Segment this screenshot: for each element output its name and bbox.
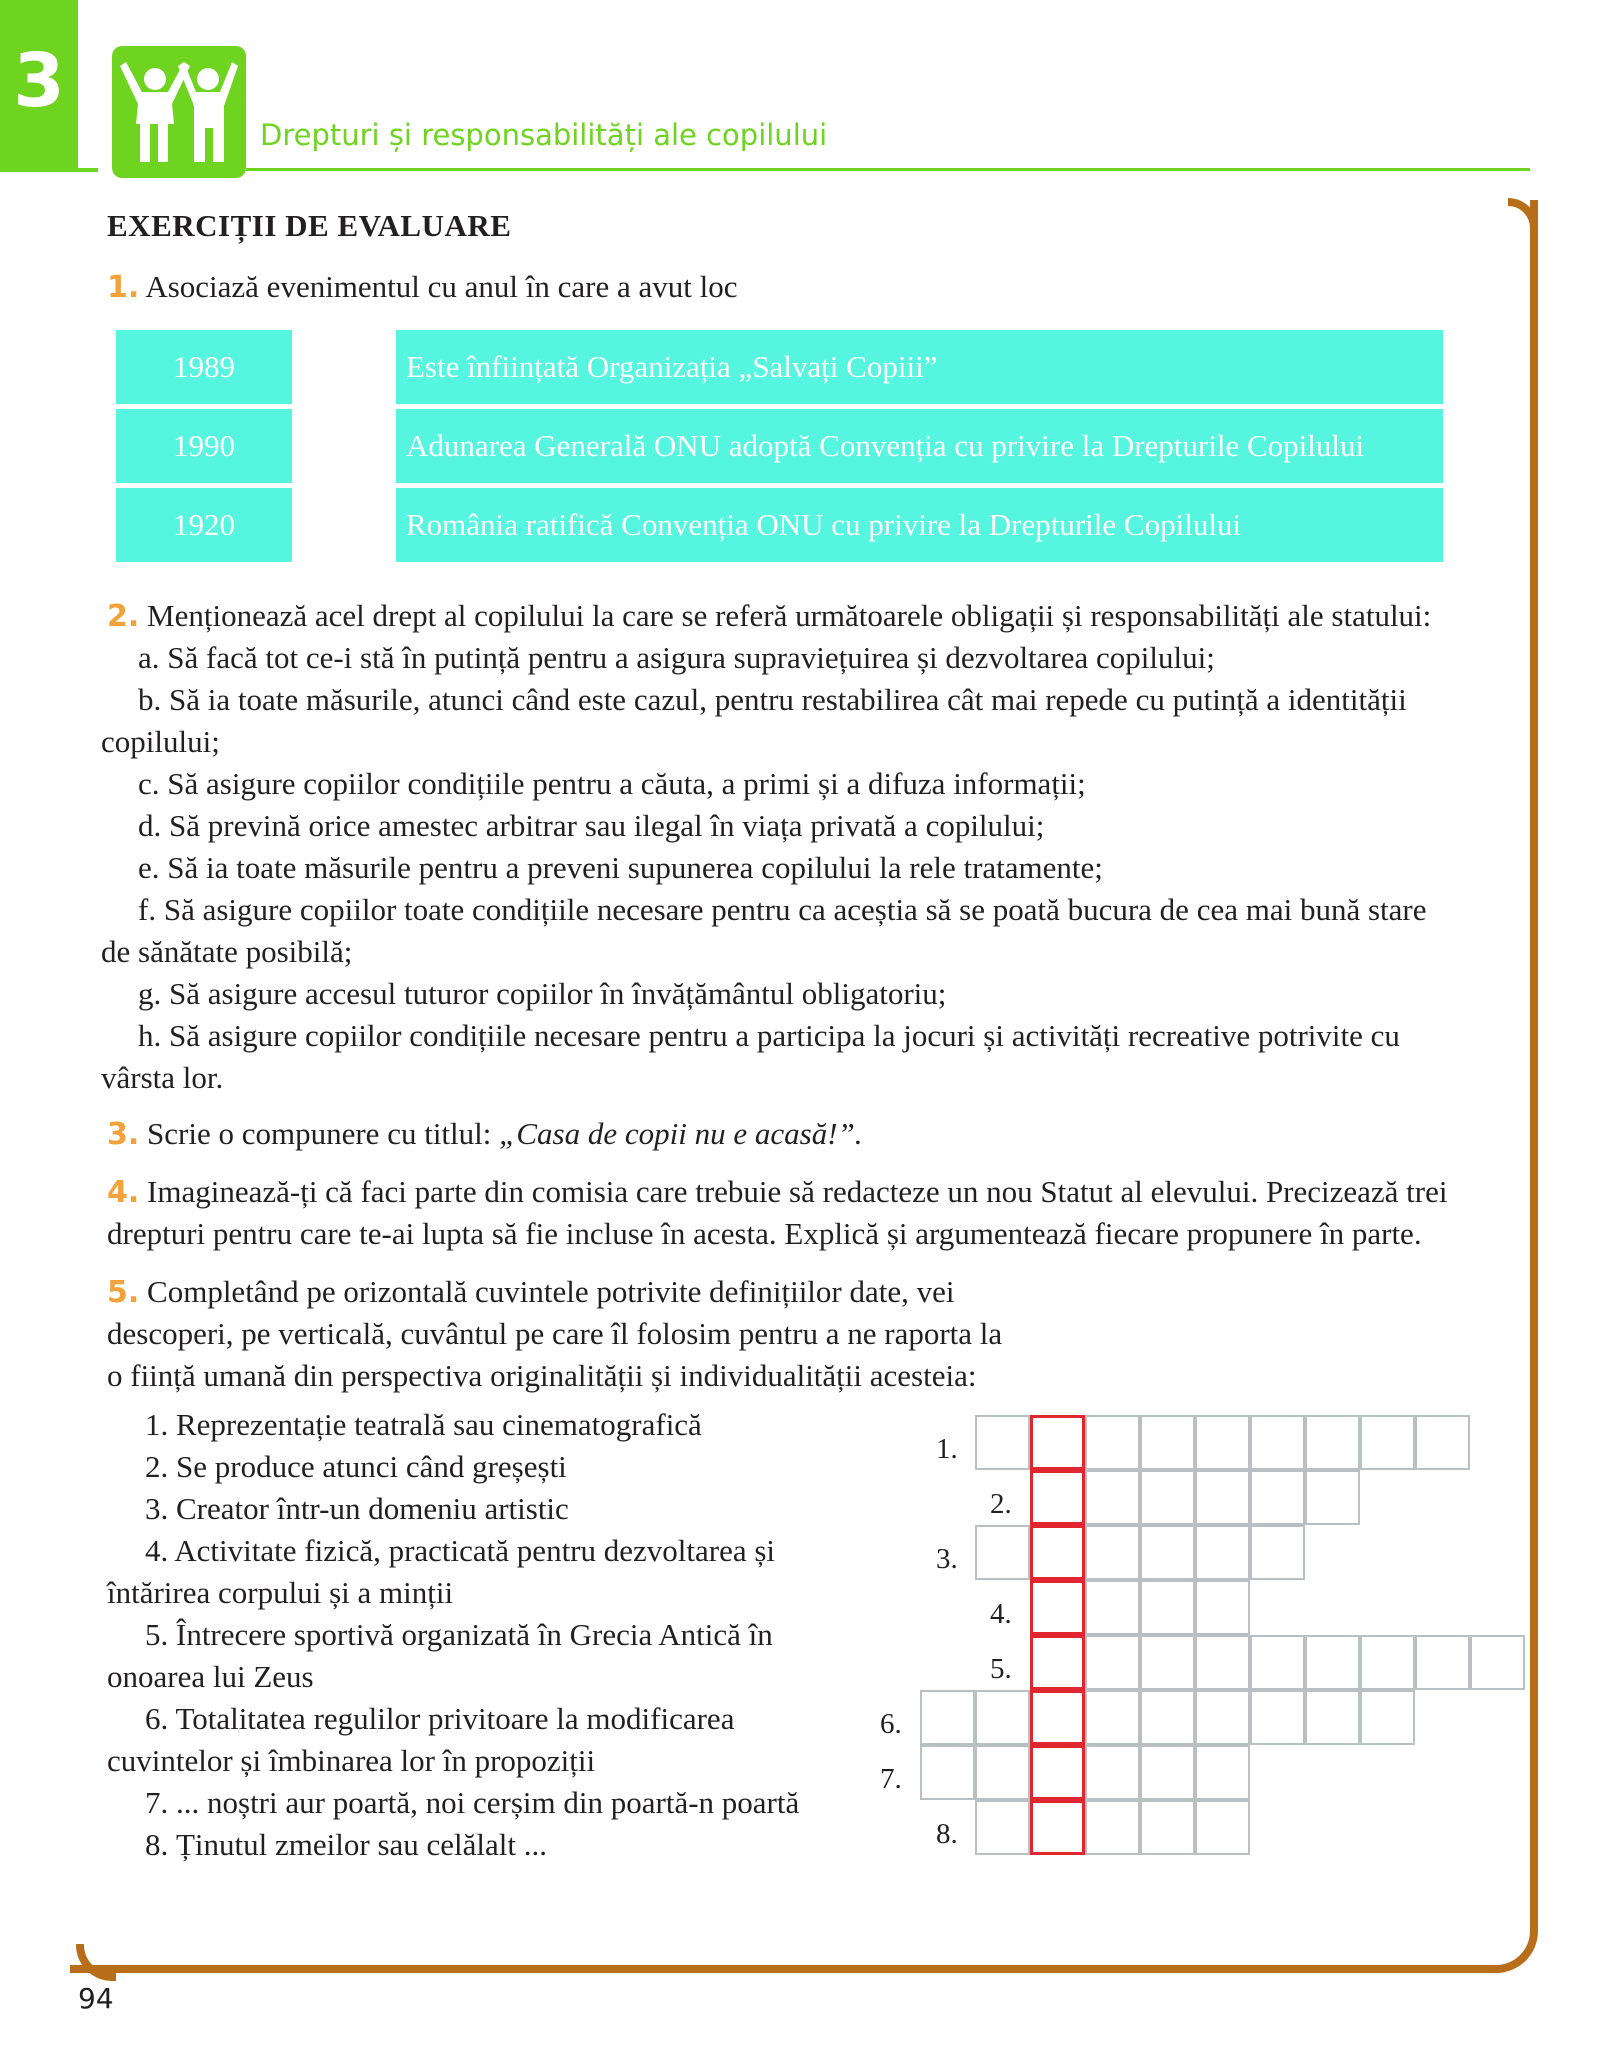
crossword-cell — [1085, 1525, 1140, 1580]
clue: 7. ... noștri aur poartă, noi cerșim din poartă-n poartă — [145, 1785, 800, 1820]
clue: 5. Întrecere sportivă organizată în Grecia Antică în — [145, 1617, 773, 1652]
crossword-cell — [1195, 1690, 1250, 1745]
crossword-cell — [1195, 1415, 1250, 1470]
crossword-cell — [1305, 1690, 1360, 1745]
chapter-number: 3 — [13, 38, 65, 124]
crossword-cell — [1140, 1580, 1195, 1635]
header-rule — [246, 168, 1530, 171]
exercise-2-item: h. Să asigure copiilor condițiile necesare pentru a participa la jocuri și activități recreative potrivite cu — [138, 1018, 1400, 1053]
crossword-key-cell — [1030, 1470, 1085, 1525]
crossword-cell — [1415, 1415, 1470, 1470]
children-icon — [112, 46, 246, 178]
exercise-2-item: a. Să facă tot ce-i stă în putință pentru a asigura supraviețuirea și dezvoltarea copilului; — [138, 640, 1215, 675]
year-cell: 1920 — [116, 488, 292, 562]
crossword-cell — [1140, 1690, 1195, 1745]
crossword-cell — [1470, 1635, 1525, 1690]
section-title: EXERCIȚII DE EVALUARE — [107, 208, 512, 243]
header-rule-left — [0, 168, 98, 172]
exercise-5-line: descoperi, pe verticală, cuvântul pe care îl folosim pentru a ne raporta la — [107, 1316, 1003, 1351]
exercise-2-item: b. Să ia toate măsurile, atunci când este cazul, pentru restabilirea cât mai repede cu putință a identității — [138, 682, 1407, 717]
exercise-text: Menționează acel drept al copilului la care se referă următoarele obligații și responsabilități ale statului: — [147, 598, 1432, 633]
crossword-cell — [1305, 1635, 1360, 1690]
event-cell: Este înființată Organizația „Salvați Copiii” — [396, 330, 1443, 404]
crossword-cell — [1250, 1635, 1305, 1690]
crossword-key-cell — [1030, 1745, 1085, 1800]
row-label: 4. — [990, 1598, 1012, 1630]
exercise-number: 3. — [107, 1117, 140, 1152]
exercise-text: Completând pe orizontală cuvintele potrivite definițiilor date, vei — [147, 1274, 955, 1309]
exercise-2-item: copilului; — [101, 724, 220, 759]
crossword-cell — [1250, 1415, 1305, 1470]
crossword-key-cell — [1030, 1635, 1085, 1690]
crossword-cell — [1360, 1635, 1415, 1690]
crossword-cell — [975, 1690, 1030, 1745]
crossword-cell — [1305, 1415, 1360, 1470]
exercise-2-item: c. Să asigure copiilor condițiile pentru a căuta, a primi și a difuza informații; — [138, 766, 1086, 801]
crossword-cell — [1195, 1800, 1250, 1855]
exercise-number: 1. — [107, 270, 140, 305]
crossword-cell — [975, 1415, 1030, 1470]
exercise-1-prompt — [107, 266, 738, 309]
exercise-2-item: e. Să ia toate măsurile pentru a preveni supunerea copilului la rele tratamente; — [138, 850, 1103, 885]
row-label: 1. — [936, 1433, 958, 1465]
row-label: 3. — [936, 1543, 958, 1575]
crossword-key-cell — [1030, 1415, 1085, 1470]
crossword-cell — [975, 1800, 1030, 1855]
exercise-text: Scrie o compunere cu titlul: — [147, 1116, 500, 1151]
exercise-number: 5. — [107, 1275, 140, 1310]
crossword-cell — [1360, 1415, 1415, 1470]
crossword-cell — [975, 1745, 1030, 1800]
crossword-cell — [1195, 1580, 1250, 1635]
clue: 4. Activitate fizică, practicată pentru dezvoltarea și — [145, 1533, 776, 1568]
frame-left-curl — [76, 1944, 116, 1981]
clue: întărirea corpului și a minții — [107, 1575, 454, 1610]
crossword-cell — [1250, 1470, 1305, 1525]
crossword-key-cell — [1030, 1580, 1085, 1635]
crossword-cell — [1360, 1690, 1415, 1745]
exercise-2-item: vârsta lor. — [101, 1060, 224, 1095]
crossword-key-cell — [1030, 1525, 1085, 1580]
exercise-5-line — [107, 1271, 955, 1314]
crossword-cell — [1305, 1470, 1360, 1525]
clue: 6. Totalitatea regulilor privitoare la modificarea — [145, 1701, 735, 1736]
exercise-2-item: de sănătate posibilă; — [101, 934, 353, 969]
crossword-cell — [975, 1525, 1030, 1580]
crossword-cell — [1250, 1525, 1305, 1580]
crossword-key-cell — [1030, 1690, 1085, 1745]
crossword-cell — [1140, 1525, 1195, 1580]
exercise-2-item: f. Să asigure copiilor toate condițiile necesare pentru ca aceștia să se poată bucura de cea mai bună stare — [138, 892, 1427, 927]
event-cell: România ratifică Convenția ONU cu privire la Drepturile Copilului — [396, 488, 1443, 562]
crossword-cell — [1085, 1580, 1140, 1635]
crossword-cell — [1085, 1470, 1140, 1525]
exercise-number: 2. — [107, 599, 140, 634]
crossword-cell — [1085, 1745, 1140, 1800]
clue: 1. Reprezentație teatrală sau cinematografică — [145, 1407, 702, 1442]
exercise-4-line: drepturi pentru care te-ai lupta să fie incluse în acesta. Explică și argumentează fiecare propunere în parte. — [107, 1216, 1422, 1251]
row-label: 7. — [880, 1763, 902, 1795]
crossword-cell — [920, 1690, 975, 1745]
clue: 3. Creator într-un domeniu artistic — [145, 1491, 569, 1526]
crossword-cell — [1195, 1745, 1250, 1800]
clue: 2. Se produce atunci când greșești — [145, 1449, 567, 1484]
crossword-cell — [1195, 1635, 1250, 1690]
clue: cuvintelor și îmbinarea lor în propoziții — [107, 1743, 596, 1778]
exercise-2-line — [107, 595, 1431, 638]
year-cell: 1990 — [116, 409, 292, 483]
crossword-cell — [1195, 1470, 1250, 1525]
crossword-cell — [1085, 1690, 1140, 1745]
page-number: 94 — [78, 1982, 114, 2015]
clue: 8. Ținutul zmeilor sau celălalt ... — [145, 1827, 548, 1862]
crossword-cell — [1085, 1415, 1140, 1470]
exercise-text: Imaginează-ți că faci parte din comisia care trebuie să redacteze un nou Statut al elevului. Precizează trei — [147, 1174, 1448, 1209]
crossword-cell — [920, 1745, 975, 1800]
crossword-cell — [1140, 1415, 1195, 1470]
crossword-cell — [1085, 1800, 1140, 1855]
crossword-cell — [1140, 1470, 1195, 1525]
crossword-cell — [1140, 1635, 1195, 1690]
exercise-number: 4. — [107, 1175, 140, 1210]
exercise-3-prompt — [107, 1113, 863, 1156]
chapter-title: Drepturi și responsabilități ale copilului — [260, 118, 828, 152]
exercise-4-line — [107, 1171, 1448, 1214]
row-label: 6. — [880, 1708, 902, 1740]
exercise-2-item: d. Să prevină orice amestec arbitrar sau ilegal în viața privată a copilului; — [138, 808, 1045, 843]
crossword-cell — [1415, 1635, 1470, 1690]
crossword-cell — [1140, 1800, 1195, 1855]
row-label: 8. — [936, 1818, 958, 1850]
crossword-key-cell — [1030, 1800, 1085, 1855]
crossword-cell — [1085, 1635, 1140, 1690]
crossword-cell — [1195, 1525, 1250, 1580]
row-label: 2. — [990, 1488, 1012, 1520]
row-label: 5. — [990, 1653, 1012, 1685]
crossword-cell — [1250, 1690, 1305, 1745]
exercise-5-line: o ființă umană din perspectiva originalității și individualității acesteia: — [107, 1358, 977, 1393]
event-cell: Adunarea Generală ONU adoptă Convenția cu privire la Drepturile Copilului — [396, 409, 1443, 483]
year-cell: 1989 — [116, 330, 292, 404]
crossword-cell — [1140, 1745, 1195, 1800]
exercise-text: Asociază evenimentul cu anul în care a avut loc — [145, 269, 738, 304]
clue: onoarea lui Zeus — [107, 1659, 314, 1694]
composition-title: „Casa de copii nu e acasă!”. — [499, 1116, 863, 1151]
exercise-2-item: g. Să asigure accesul tuturor copiilor în învățământul obligatoriu; — [138, 976, 947, 1011]
